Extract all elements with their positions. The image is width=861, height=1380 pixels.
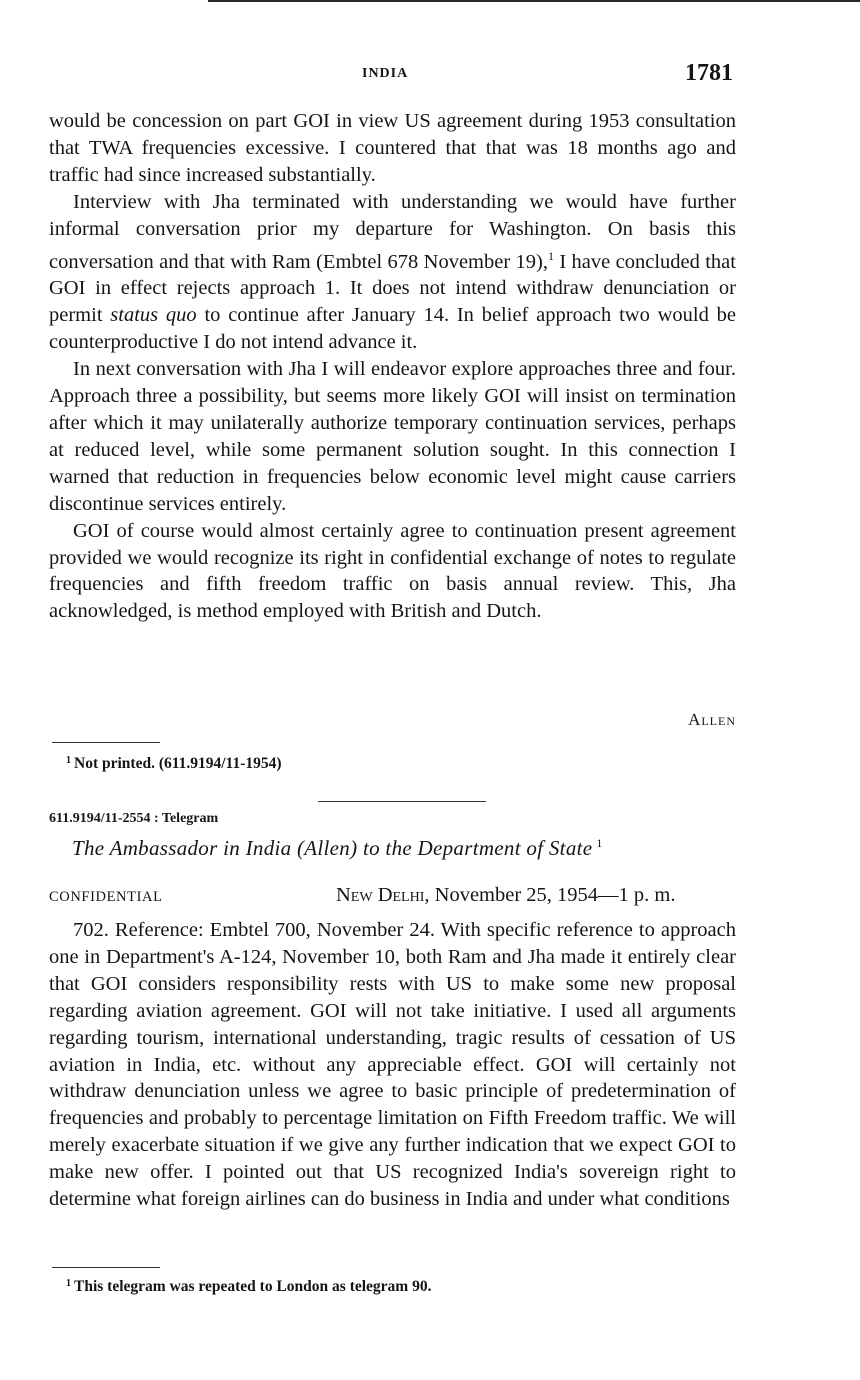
footnote-rule (52, 1267, 160, 1268)
footnote-marker: 1 (66, 755, 71, 766)
top-border-rule (208, 0, 861, 2)
footnote-text: Not printed. (611.9194/11-1954) (74, 755, 282, 772)
footnote-reference: 1 (547, 248, 554, 263)
paragraph-2-text-a: Interview with Jha terminated with understanding we would have further informal conversation prior my departure for Washington. On basis this conversation and that with Ram (Embtel 678 November 19), (49, 190, 736, 273)
dateline (336, 884, 736, 907)
paragraph-3: In next conversation with Jha I will endeavor explore approaches three and four. Approach three a possibility, but seems more likely GOI will insist on termination after which it may unilaterally authorize temporary continuation services, perhaps at reduced level, while some permanent solution sought. In this connection I warned that reduction in frequencies below economic level might cause carriers discontinue services entirely. (49, 358, 736, 515)
paragraph-2-text-b: I have concluded that GOI in effect rejects approach 1. It does not intend withdraw denunciation or permit (49, 250, 736, 327)
italic-phrase: status quo (110, 304, 197, 327)
document-section-1 (49, 108, 736, 625)
running-head: INDIA (362, 66, 409, 81)
paragraph-2 (49, 189, 736, 356)
footnote-1 (66, 755, 282, 773)
document-section-2 (49, 917, 736, 1213)
footnote-marker: 1 (66, 1278, 71, 1289)
paragraph-4: GOI of course would almost certainly agree to continuation present agreement provided we would recognize its right in confidential exchange of notes to regulate frequencies and fifth freedom traffic on basis annual review. This, Jha acknowledged, is method employed with British and Dutch. (49, 519, 736, 623)
document-title-text: The Ambassador in India (Allen) to the Department of State (72, 836, 593, 860)
paragraph-2-text-c: to continue after January 14. In belief approach two would be counterproductive I do not intend advance it. (49, 304, 736, 354)
signature: Allen (688, 710, 736, 729)
paragraph-1: would be concession on part GOI in view US agreement during 1953 consultation that TWA frequencies excessive. I countered that that was 18 months ago and traffic had since increased substantially. (49, 110, 736, 186)
dateline-place: New Delhi, (336, 884, 430, 906)
section-separator (318, 801, 486, 802)
footnote-text: This telegram was repeated to London as telegram 90. (74, 1278, 432, 1295)
document-title (72, 836, 603, 861)
footnote-2 (66, 1278, 431, 1296)
file-reference: 611.9194/11-2554 : Telegram (49, 811, 219, 826)
dateline-date: November 25, 1954—1 p. m. (429, 884, 676, 906)
telegram-body: 702. Reference: Embtel 700, November 24. With specific reference to approach one in Department's A-124, November 10, both Ram and Jha made it entirely clear that GOI considers responsibility rests with US to make some new proposal regarding aviation agreement. GOI will not take initiative. I used all arguments regarding tourism, international understanding, tragic results of cessation of US aviation in India, etc. without any appreciable effect. GOI will certainly not withdraw denunciation unless we agree to basic principle of predetermination of frequencies and probably to percentage limitation on Fifth Freedom traffic. We will merely exacerbate situation if we give any further indication that we expect GOI to make new offer. I pointed out that US recognized India's sovereign right to determine what foreign airlines can do business in India and under what conditions (49, 919, 736, 1211)
page-number: 1781 (685, 60, 733, 86)
classification-label: CONFIDENTIAL (49, 889, 163, 905)
title-footnote-reference: 1 (596, 836, 603, 850)
footnote-rule (52, 742, 160, 743)
